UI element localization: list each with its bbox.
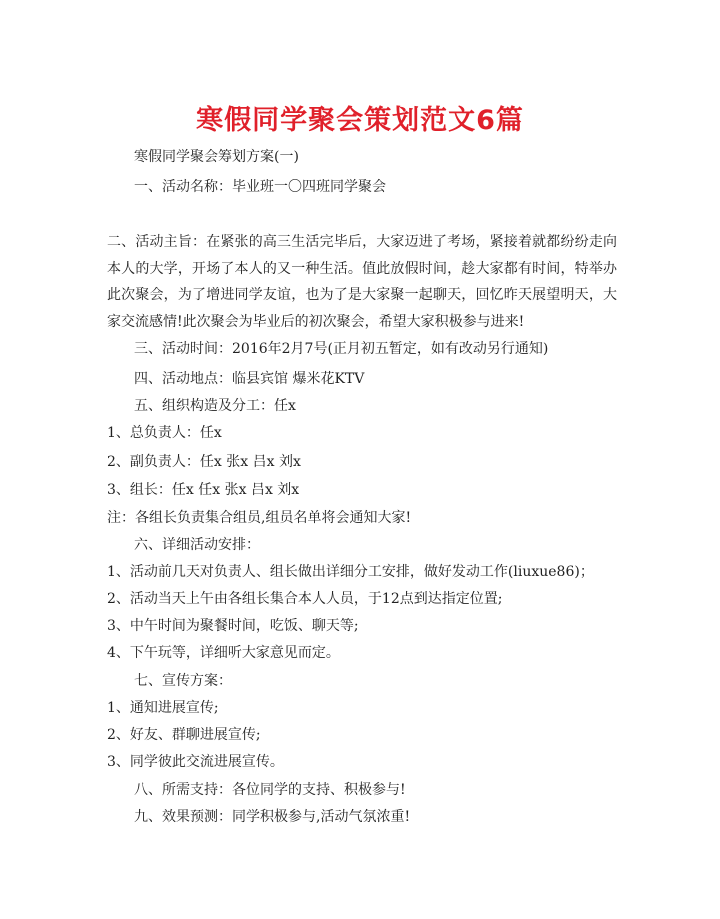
subtitle: 寒假同学聚会筹划方案(一) [134,149,299,165]
item-time: 三、活动时间：2016年2月7号(正月初五暂定，如有改动另行通知) [134,341,549,357]
publicity-3: 3、同学彼此交流进展宣传。 [107,754,284,770]
publicity-1: 1、通知进展宣传; [107,700,219,716]
arrangement-3: 3、中午时间为聚餐时间，吃饭、聊天等; [107,618,359,634]
publicity-2: 2、好友、群聊进展宣传; [107,727,261,743]
arrangement-2: 2、活动当天上午由各组长集合本人人员，于12点到达指定位置; [107,591,503,607]
item-org: 五、组织构造及分工：任x [134,398,296,414]
org-group-leaders: 3、组长：任x 任x 张x 吕x 刘x [107,482,300,498]
item-arrangement: 六、详细活动安排： [134,537,260,553]
item-name: 一、活动名称：毕业班一〇四班同学聚会 [134,179,386,195]
arrangement-1: 1、活动前几天对负责人、组长做出详细分工安排，做好发动工作(liuxue86)； [107,564,594,580]
org-deputy: 2、副负责人：任x 张x 吕x 刘x [107,454,301,470]
org-note: 注：各组长负责集合组员,组员名单将会通知大家! [107,510,412,526]
page-title: 寒假同学聚会策划范文6篇 [196,105,524,136]
org-leader: 1、总负责人：任x [107,425,222,441]
item-support: 八、所需支持：各位同学的支持、积极参与! [134,782,406,798]
arrangement-4: 4、下午玩等，详细听大家意见而定。 [107,645,340,661]
item-purpose: 二、活动主旨：在紧张的高三生活完毕后，大家迈进了考场，紧接着就都纷纷走向本人的大学，开场了本人的又一种生活。值此放假时间，趁大家都有时间，特举办此次聚会，为了增进同学友谊，也为了是大家聚一起聊天，回忆昨天展望明天，大家交流感情!此次聚会为毕业后的初次聚会，希望大家积极参与进来! [107,234,617,330]
item-effect: 九、效果预测：同学积极参与,活动气氛浓重! [134,809,411,825]
item-publicity: 七、宣传方案： [134,673,232,689]
item-place: 四、活动地点：临县宾馆 爆米花KTV [134,371,365,387]
